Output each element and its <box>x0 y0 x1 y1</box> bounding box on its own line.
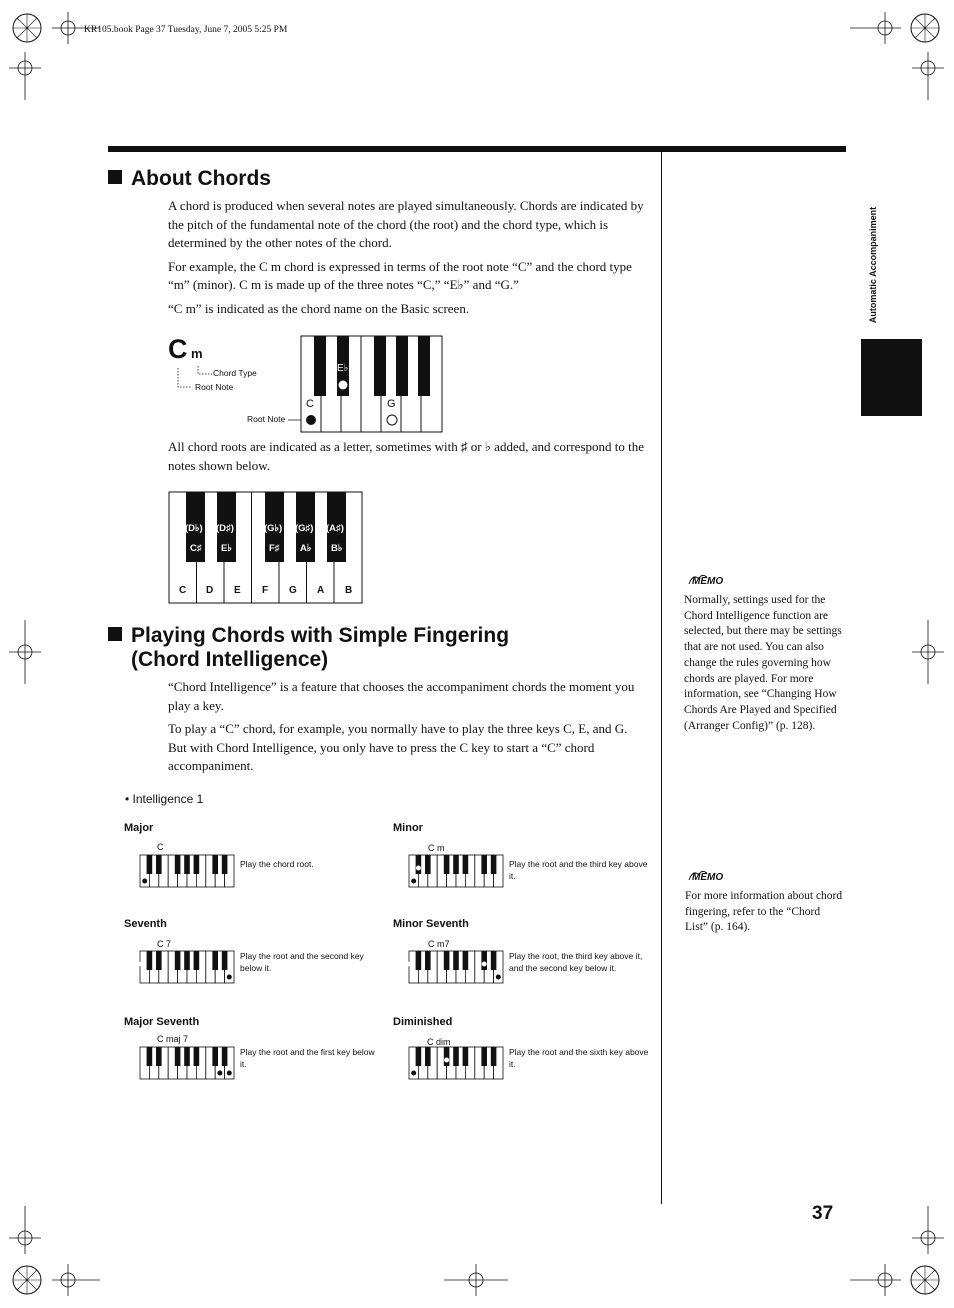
square-bullet-icon <box>108 627 122 641</box>
black-key-label: A♭ <box>300 543 312 554</box>
black-key-label: E♭ <box>221 543 232 554</box>
root-notes-keyboard <box>168 491 364 605</box>
memo-icon-label: MEMO <box>692 576 724 587</box>
chord-desc-diminished: Play the root and the sixth key above it. <box>509 1047 649 1069</box>
about-chords-text <box>168 197 646 323</box>
black-key <box>463 951 469 970</box>
section-heading-chord-intelligence: Playing Chords with Simple Fingering <box>108 624 509 648</box>
chord-name-minor: C m <box>428 843 445 853</box>
chord-type-label: Chord Type <box>213 368 257 378</box>
chord-desc-seventh: Play the root and the second key below it. <box>240 951 364 973</box>
memo-icon-label: MEMO <box>692 872 724 883</box>
black-key <box>175 951 181 970</box>
page-number: 37 <box>812 1203 834 1224</box>
note-eb-label: E♭ <box>337 363 349 374</box>
chord-keyboard-minor-seventh <box>408 950 504 984</box>
memo-text-1: Normally, settings used for the Chord Intelligence function are selected, but there may be settings that are not used. You can also change the rules governing how chords are played. For more information, see “Changing How Chords Are Played and Specified (Arranger Config)” (p. 128). <box>684 594 842 732</box>
black-key-label: F♯ <box>269 543 280 554</box>
black-key <box>453 951 459 970</box>
chord-desc-major: Play the chord root. <box>240 859 314 869</box>
crosshair-mark-icon <box>444 1264 508 1296</box>
crosshair-mark-icon <box>52 1264 100 1296</box>
paragraph: For example, the C m chord is expressed in terms of the root note “C” and the chord type “m” (minor). C m is made up of the three notes “C,” “E♭” and “G.” <box>168 258 632 292</box>
crosshair-mark-icon <box>9 1206 41 1254</box>
pressed-key-dot <box>412 879 416 883</box>
pressed-key-dot <box>416 866 420 870</box>
note-c-label: C <box>306 398 314 410</box>
black-key <box>481 951 487 970</box>
column-divider <box>661 152 662 1204</box>
black-key <box>425 951 431 970</box>
file-info-header: KR105.book Page 37 Tuesday, June 7, 2005 5:25 PM <box>84 25 288 35</box>
black-key <box>147 951 153 970</box>
chord-name-major-seventh: C maj 7 <box>157 1034 189 1044</box>
white-key-label: C <box>179 585 187 596</box>
black-key <box>453 1047 459 1066</box>
black-key <box>212 1047 218 1066</box>
paragraph: To play a “C” chord, for example, you normally have to play the three keys C, E, and G. But with Chord Intelligence, you only have to press the C key to start a “C” chord accompaniment. <box>168 721 628 773</box>
black-key <box>444 855 450 874</box>
black-key <box>416 1047 422 1066</box>
chord-keyboard-seventh <box>139 950 235 984</box>
black-key <box>453 855 459 874</box>
chord-title-minor-seventh: Minor Seventh <box>393 918 469 930</box>
black-key <box>147 855 153 874</box>
cm-keyboard <box>168 334 468 434</box>
chord-desc-major-seventh: Play the root and the first key below it. <box>240 1047 375 1069</box>
pressed-key-dot <box>412 1071 416 1075</box>
white-key-label: F <box>262 585 269 596</box>
chord-type-letter: m <box>191 346 203 361</box>
root-note-label-2: Root Note <box>247 414 286 424</box>
pressed-key-dot <box>143 879 147 883</box>
paragraph: “Chord Intelligence” is a feature that chooses the accompaniment chords the moment you play a key. <box>168 679 635 713</box>
black-key <box>212 855 218 874</box>
chord-root-letter: C <box>168 334 188 364</box>
black-key <box>491 1047 497 1066</box>
pressed-key-dot <box>218 1071 222 1075</box>
black-key <box>194 855 200 874</box>
pressed-key-dot <box>496 975 500 979</box>
chord-title-minor: Minor <box>393 822 423 834</box>
crosshair-mark-icon <box>9 52 41 100</box>
black-key <box>481 1047 487 1066</box>
black-key-alt-label: (G♯) <box>295 523 314 534</box>
black-key <box>156 1047 162 1066</box>
white-key-label: E <box>234 585 241 596</box>
paragraph: A chord is produced when several notes are played simultaneously. Chords are indicated by the pitch of the fundamental note of the chord (the root) and the chord type, which is determined by the other notes of the chord. <box>168 198 644 250</box>
pressed-key-dot <box>482 962 486 966</box>
black-key-alt-label: (A♯) <box>326 523 344 534</box>
black-key <box>463 1047 469 1066</box>
chord-title-major: Major <box>124 822 154 834</box>
black-key <box>425 1047 431 1066</box>
white-key-label: G <box>289 585 297 596</box>
crosshair-mark-icon <box>850 1264 901 1296</box>
black-key <box>222 1047 228 1066</box>
black-key <box>194 951 200 970</box>
chord-keyboard-diminished <box>408 1046 504 1080</box>
crosshair-mark-icon <box>912 620 944 684</box>
intelligence-bullet: • Intelligence 1 <box>125 792 204 806</box>
black-key <box>416 951 422 970</box>
chord-title-diminished: Diminished <box>393 1016 453 1028</box>
chord-title-major-seventh: Major Seventh <box>124 1016 200 1028</box>
black-key <box>194 1047 200 1066</box>
chapter-label: Automatic Accompaniment <box>868 206 878 324</box>
crosshair-mark-icon <box>9 620 41 684</box>
chord-intelligence-text <box>168 678 646 781</box>
pressed-key-dot <box>408 962 410 966</box>
black-key-alt-label: (G♭) <box>264 523 283 534</box>
crosshair-mark-icon <box>912 52 944 100</box>
black-key <box>222 951 228 970</box>
black-key <box>212 951 218 970</box>
chord-name-major: C <box>157 842 164 852</box>
black-key <box>416 855 422 874</box>
paragraph: “C m” is indicated as the chord name on the Basic screen. <box>168 300 470 316</box>
square-bullet-icon <box>108 170 122 184</box>
section-heading-chord-intelligence-line2: (Chord Intelligence) <box>131 648 329 671</box>
pressed-key-dot <box>445 1058 449 1062</box>
black-key <box>425 855 431 874</box>
black-key <box>184 951 190 970</box>
note-g-label: G <box>387 398 396 410</box>
chord-keyboard-major-seventh <box>139 1046 235 1080</box>
section-heading-about-chords: About Chords <box>108 167 271 191</box>
chord-keyboard-major <box>139 854 235 888</box>
chord-title-seventh: Seventh <box>124 918 167 930</box>
black-key <box>175 855 181 874</box>
black-key <box>444 1047 450 1066</box>
black-key-label: C♯ <box>190 543 202 554</box>
black-key <box>175 1047 181 1066</box>
black-key <box>147 1047 153 1066</box>
pressed-key-dot <box>227 1071 231 1075</box>
black-key <box>491 855 497 874</box>
crosshair-mark-icon <box>912 1206 944 1254</box>
black-key <box>444 951 450 970</box>
pressed-key-dot <box>139 962 141 966</box>
cm-chord-figure <box>168 334 468 434</box>
memo-icon <box>687 867 727 883</box>
chapter-tab <box>861 339 922 416</box>
black-key-alt-label: (D♯) <box>216 523 234 534</box>
chord-desc-minor-seventh: Play the root, the third key above it, and the second key below it. <box>509 951 643 973</box>
top-rule <box>108 146 846 152</box>
chord-name-seventh: C 7 <box>157 939 172 949</box>
black-key-alt-label: (D♭) <box>185 523 203 534</box>
white-key-label: D <box>206 585 214 596</box>
black-key <box>491 951 497 970</box>
black-key-label: B♭ <box>331 543 343 554</box>
black-key <box>184 1047 190 1066</box>
pressed-key-dot <box>227 975 231 979</box>
crosshair-mark-icon <box>850 12 901 44</box>
chord-name-minor-seventh: C m7 <box>428 939 450 949</box>
white-key-label: B <box>345 585 353 596</box>
black-key <box>222 855 228 874</box>
chord-roots-text: All chord roots are indicated as a letter, sometimes with ♯ or ♭ added, and correspond to the notes shown below. <box>168 439 644 473</box>
chord-desc-minor: Play the root and the third key above it. <box>509 859 648 881</box>
black-key <box>156 951 162 970</box>
white-key-label: A <box>317 585 325 596</box>
black-key <box>156 855 162 874</box>
black-key <box>463 855 469 874</box>
black-key <box>184 855 190 874</box>
black-key <box>481 855 487 874</box>
chord-name-diminished: C dim <box>427 1037 451 1047</box>
chord-keyboard-minor <box>408 854 504 888</box>
memo-text-2: For more information about chord fingering, refer to the “Chord List” (p. 164). <box>685 890 843 934</box>
root-note-label: Root Note <box>195 382 234 392</box>
memo-icon <box>687 571 727 587</box>
